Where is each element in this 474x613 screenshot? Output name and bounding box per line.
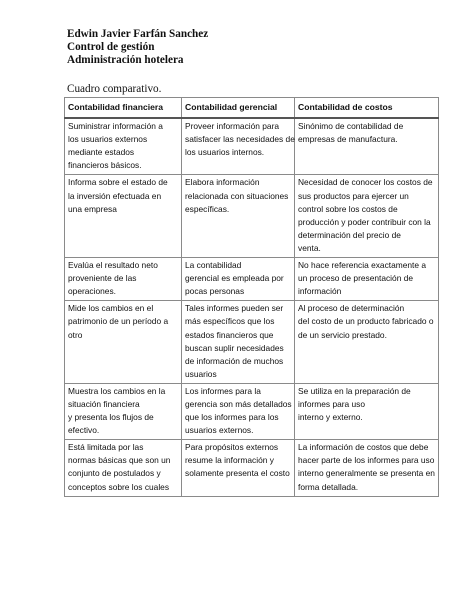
cell-text-line: No hace referencia exactamente a (298, 260, 427, 271)
table-cell (295, 175, 439, 258)
document-header (67, 28, 208, 67)
cell-text-line: que los informes para los (185, 412, 279, 423)
document-subtitle: Cuadro comparativo. (67, 83, 162, 95)
table-cell (182, 118, 295, 175)
table-cell (65, 258, 182, 301)
cell-text-line: sus productos para ejercer un (298, 190, 409, 201)
cell-text-line: conceptos sobre los cuales (68, 481, 170, 492)
table-cell (182, 301, 295, 384)
cell-text-line: Tales informes pueden ser (185, 303, 284, 314)
cell-text-line: usuarios externos. (185, 425, 254, 436)
table-row (65, 383, 439, 439)
table-row (65, 258, 439, 301)
table-row (65, 175, 439, 258)
cell-text-line: estados financieros que (185, 329, 274, 340)
cell-text-line: Muestra los cambios en la (68, 385, 166, 396)
cell-text-line: Suministrar información a (68, 121, 163, 132)
table-cell (295, 301, 439, 384)
cell-text-line: usuarios (185, 368, 217, 379)
table-header-row (65, 98, 439, 119)
cell-text-line: Los informes para la (185, 385, 261, 396)
cell-text-line: del costo de un producto fabricado o (298, 316, 434, 327)
cell-text-line: de información de muchos (185, 355, 284, 366)
table-cell (295, 383, 439, 439)
cell-text-line: específicas. (185, 203, 230, 214)
table-row (65, 440, 439, 496)
table-cell (182, 175, 295, 258)
course-name: Control de gestión (67, 41, 155, 53)
cell-text-line: patrimonio de un período a (68, 316, 169, 327)
cell-text-line: y presenta los flujos de (68, 412, 154, 423)
table-cell (295, 258, 439, 301)
cell-text-line: determinación del precio de (298, 229, 401, 240)
cell-text-line: normas básicas que son un (68, 455, 171, 466)
cell-text-line: proveniente de las (68, 273, 137, 284)
cell-text-line: satisfacer las necesidades de (185, 134, 295, 145)
cell-text-line: gerencial es empleada por (185, 273, 284, 284)
cell-text-line: de un servicio prestado. (298, 329, 387, 340)
cell-text-line: Evalúa el resultado neto (68, 260, 158, 271)
cell-text-line: financieros básicos. (68, 160, 142, 171)
table-cell (182, 440, 295, 496)
table-cell (295, 440, 439, 496)
author-name: Edwin Javier Farfán Sanchez (67, 28, 209, 40)
column-header-costos: Contabilidad de costos (295, 98, 439, 119)
cell-text-line: informes para uso (298, 398, 366, 409)
comparison-table (64, 97, 439, 497)
table-cell (65, 118, 182, 175)
cell-text-line: Se utiliza en la preparación de (298, 385, 411, 396)
cell-text-line: conjunto de postulados y (68, 468, 161, 479)
cell-text-line: operaciones. (68, 286, 116, 297)
table-cell (65, 301, 182, 384)
cell-text-line: la inversión efectuada en (68, 190, 162, 201)
program-name: Administración hotelera (67, 54, 184, 66)
cell-text-line: gerencia son más detallados (185, 398, 292, 409)
column-header-gerencial: Contabilidad gerencial (182, 98, 295, 119)
table-cell (65, 440, 182, 496)
cell-text-line: mediante estados (68, 147, 135, 158)
cell-text-line: producción y poder contribuir con la (298, 216, 431, 227)
cell-text-line: Está limitada por las (68, 442, 144, 453)
cell-text-line: los usuarios externos (68, 134, 148, 145)
cell-text-line: efectivo. (68, 425, 100, 436)
cell-text-line: La información de costos que debe (298, 442, 429, 453)
cell-text-line: La contabilidad (185, 260, 242, 271)
cell-text-line: pocas personas (185, 286, 245, 297)
cell-text-line: Elabora información (185, 177, 260, 188)
cell-text-line: resume la información y (185, 455, 274, 466)
cell-text-line: buscan suplir necesidades (185, 342, 284, 353)
table-row (65, 301, 439, 384)
cell-text-line: interno generalmente se presenta en (298, 468, 435, 479)
cell-text-line: situación financiera (68, 398, 140, 409)
cell-text-line: Para propósitos externos (185, 442, 279, 453)
cell-text-line: forma detallada. (298, 481, 359, 492)
cell-text-line: relacionada con situaciones (185, 190, 289, 201)
cell-text-line: hacer parte de los informes para uso (298, 455, 435, 466)
cell-text-line: más específicos que los (185, 316, 275, 327)
cell-text-line: control sobre los costos de (298, 203, 398, 214)
cell-text-line: Sinónimo de contabilidad de (298, 121, 404, 132)
cell-text-line: Necesidad de conocer los costos de (298, 177, 433, 188)
cell-text-line: Al proceso de determinación (298, 303, 405, 314)
cell-text-line: Informa sobre el estado de (68, 177, 168, 188)
table-cell (182, 383, 295, 439)
cell-text-line: otro (68, 329, 83, 340)
cell-text-line: solamente presenta el costo (185, 468, 290, 479)
table-cell (65, 383, 182, 439)
table-cell (295, 118, 439, 175)
cell-text-line: una empresa (68, 203, 117, 214)
table-cell (182, 258, 295, 301)
cell-text-line: Mide los cambios en el (68, 303, 154, 314)
cell-text-line: un proceso de presentación de (298, 273, 414, 284)
cell-text-line: venta. (298, 242, 321, 253)
cell-text-line: Proveer información para (185, 121, 280, 132)
column-header-financiera: Contabilidad financiera (65, 98, 182, 119)
table-row (65, 118, 439, 175)
cell-text-line: los usuarios internos. (185, 147, 265, 158)
cell-text-line: información (298, 286, 342, 297)
cell-text-line: interno y externo. (298, 412, 363, 423)
cell-text-line: empresas de manufactura. (298, 134, 398, 145)
table-cell (65, 175, 182, 258)
